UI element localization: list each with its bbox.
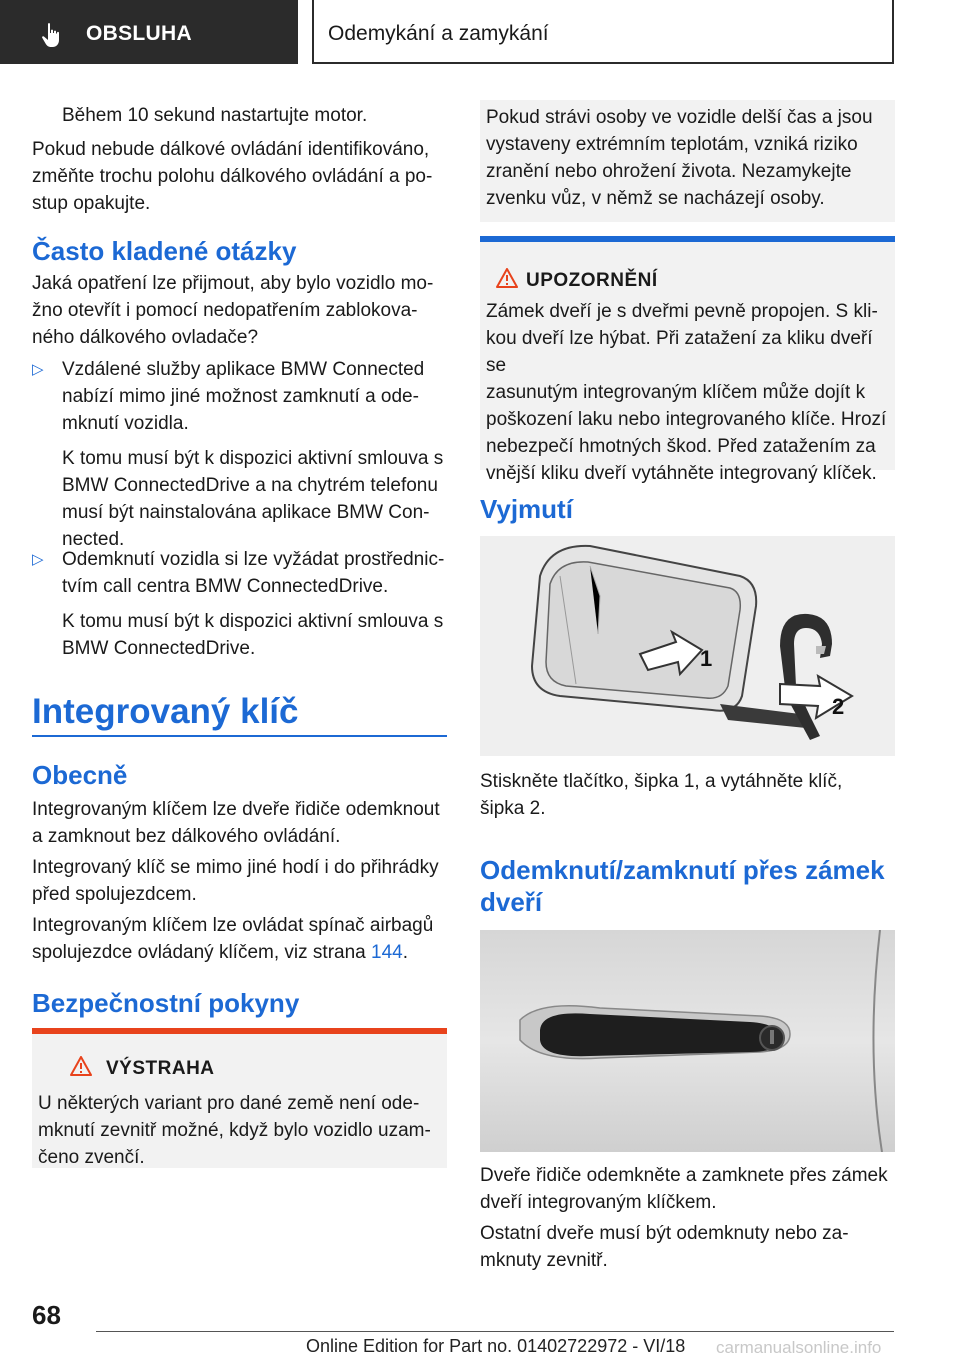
subsection-heading: Bezpečnostní pokyny (32, 988, 300, 1018)
paragraph: Dveře řidiče odemkněte a zamknete přes zámek dveří integrovaným klíčkem. (480, 1165, 888, 1213)
key-fob-drawing (480, 536, 895, 756)
chapter-label: Odemykání a zamykání (328, 22, 549, 45)
warning-title: VÝSTRAHA (106, 1058, 215, 1079)
paragraph: Integrovaným klíčem lze ovládat spínač airbagů spolujezdce ovládaný klíčem, viz strana 144. (32, 915, 434, 963)
heading-rule (32, 735, 447, 737)
image-caption: Stiskněte tlačítko, šipka 1, a vytáhněte klíč, šipka 2. (480, 771, 843, 819)
triangle-bullet-icon: ▷ (32, 551, 44, 568)
faq-heading: Často kladené otázky (32, 236, 297, 266)
paragraph: Ostatní dveře musí být odemknuty nebo za- mknuty zevnitř. (480, 1223, 849, 1271)
section-label: OBSLUHA (86, 22, 192, 45)
paragraph: Pokud nebude dálkové ovládání identifikováno, změňte trochu polohu dálkového ovládání a po- stup opakujte. (32, 139, 433, 214)
subsection-heading: Obecně (32, 760, 128, 790)
warning-box: VÝSTRAHA U některých variant pro dané země není ode- mknutí zevnitř možné, když bylo vozidlo uzam- čeno zvenčí. (32, 1028, 447, 1168)
watermark: carmanualsonline.info (716, 1338, 882, 1357)
triangle-bullet-icon: ▷ (32, 361, 44, 378)
door-handle-drawing (480, 930, 895, 1152)
page-reference-link[interactable]: 144 (371, 942, 403, 963)
subsection-heading: Odemknutí/zamknutí přes zámek dveří (480, 855, 885, 917)
caution-box: UPOZORNĚNÍ Zámek dveří je s dveřmi pevně propojen. S kli- kou dveří lze hýbat. Při zatažení za kliku dveří se zasunutým integrovaným klíčem může dojít k poškození laku nebo integrovaného klíče. Hrozí nebezpečí hmotných škod. Před zatažením za vnější kliku dveří vytáhněte integrovaný klíček. (480, 236, 895, 470)
paragraph: Během 10 sekund nastartujte motor. (62, 105, 368, 126)
warning-triangle-icon (496, 268, 518, 288)
paragraph: Integrovaným klíčem lze dveře řidiče odemknout a zamknout bez dálkového ovládání. (32, 799, 440, 847)
faq-question: Jaká opatření lze přijmout, aby bylo vozidlo mo- žno otevřít i pomocí nedopatřením zablokova- ného dálkového ovladače? (32, 273, 434, 348)
hand-pointer-icon (40, 22, 64, 48)
arrow-label-2: 2 (832, 694, 845, 719)
warning-box-continued: Pokud strávi osoby ve vozidle delší čas a jsou vystaveny extrémním teplotám, vzniká riziko zranění nebo ohrožení života. Nezamykejte zvenku vůz, v němž se nacházejí osoby. (480, 100, 895, 222)
list-item: ▷ Vzdálené služby aplikace BMW Connected nabízí mimo jiné možnost zamknutí a ode- mknutí vozidla. K tomu musí být k dispozici aktivní smlouva s BMW ConnectedDrive a na chytrém telefonu musí být nainstalována aplikace BMW Con- nected. (32, 359, 444, 550)
caution-title: UPOZORNĚNÍ (526, 270, 658, 291)
warning-triangle-icon (70, 1056, 92, 1076)
paragraph: Integrovaný klíč se mimo jiné hodí i do přihrádky před spolujezdcem. (32, 857, 439, 905)
subsection-heading: Vyjmutí (480, 494, 573, 524)
key-removal-illustration (480, 536, 895, 756)
door-handle-illustration (480, 930, 895, 1152)
edition-note: Online Edition for Part no. 01402722972 - VI/18 (306, 1336, 686, 1356)
section-heading: Integrovaný klíč (32, 692, 299, 731)
list-item: ▷ Odemknutí vozidla si lze vyžádat prostřednic- tvím call centra BMW ConnectedDrive. K tomu musí být k dispozici aktivní smlouva s BMW ConnectedDrive. (32, 549, 445, 659)
header-chapter-tab (312, 0, 894, 64)
header-section-tab (0, 0, 298, 64)
arrow-label-1: 1 (700, 646, 713, 671)
page-number: 68 (32, 1300, 61, 1330)
footer-rule (96, 1331, 894, 1332)
